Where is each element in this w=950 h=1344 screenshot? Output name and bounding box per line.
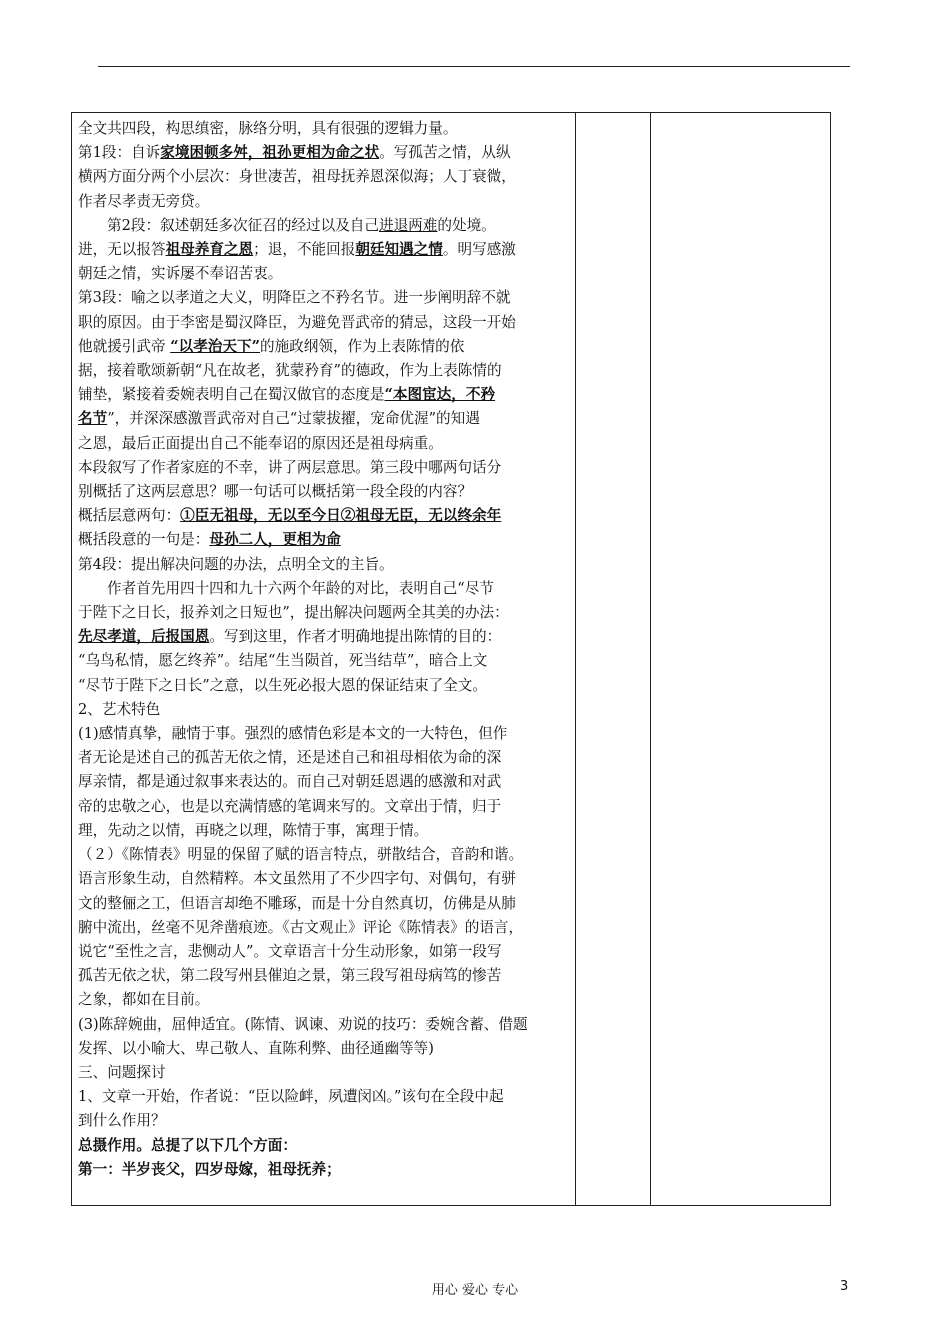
text-line: [78, 383, 568, 407]
text-line: [78, 262, 568, 286]
text-span: 孤苦无依之状，第二段写州县催迫之景，第三段写祖母病笃的惨苦: [78, 967, 502, 985]
text-line: [78, 867, 568, 891]
text-span: “乌鸟私情，愿乞终养”。结尾“生当陨首，死当结草”，暗合上文: [78, 652, 488, 670]
page-footer: 用心 爱心 专心: [431, 1283, 519, 1298]
text-span: 本段叙写了作者家庭的不幸，讲了两层意思。第三段中哪两句话分: [78, 458, 502, 476]
text-span: 者无论是述自己的孤苦无依之情，还是述自己和祖母相依为命的深: [78, 749, 502, 767]
text-span: 说它“至性之言，悲恻动人”。文章语言十分生动形象，如第一段写: [78, 942, 502, 960]
text-span: 第2段：叙述朝廷多次征召的经过以及自己: [107, 216, 379, 234]
page-number: 3: [840, 1279, 849, 1294]
text-line: [78, 1158, 568, 1182]
text-span: ；退，不能回报: [253, 241, 356, 259]
text-span: 全文共四段，构思缜密，脉络分明，具有很强的逻辑力量。: [78, 120, 458, 137]
text-span: 第4段：提出解决问题的办法，点明全文的主旨。: [78, 555, 394, 573]
text-span: 概括层意两句：: [78, 507, 181, 525]
text-line: [78, 1109, 568, 1133]
text-line: [78, 1061, 568, 1085]
text-span: 概括段意的一句是：: [78, 531, 210, 549]
text-span: 第1段：自诉: [78, 144, 161, 162]
text-line: [78, 311, 568, 335]
emphasis-span: “本图宦达，不矜: [384, 386, 496, 404]
emphasis-span: 第一：半岁丧父，四岁母嫁，祖母抚养；: [78, 1160, 341, 1178]
text-line: [78, 988, 568, 1012]
text-line: [78, 335, 568, 359]
text-line: [78, 916, 568, 940]
text-line: [78, 480, 568, 504]
text-span: 厚亲情，都是通过叙事来表达的。而自己对朝廷恩遇的感激和对武: [78, 773, 502, 791]
text-span: 的施政纲领，作为上表陈情的依: [259, 337, 465, 355]
text-line: [78, 674, 568, 698]
text-line: [78, 722, 568, 746]
text-line: [78, 795, 568, 819]
text-line: [78, 601, 568, 625]
text-span: ”，并深深感激晋武帝对自己“过蒙拔擢，宠命优渥”的知遇: [107, 410, 480, 428]
text-line: [78, 940, 568, 964]
text-span: 的处境。: [437, 216, 496, 234]
text-line: [78, 117, 568, 141]
text-line: [78, 214, 568, 238]
text-line: [78, 819, 568, 843]
text-line: [78, 746, 568, 770]
text-span: 文的整俪之工，但语言却绝不雕琢，而是十分自然真切，仿佛是从肺: [78, 894, 516, 912]
emphasis-span: 先尽孝道，后报国恩: [78, 628, 210, 646]
text-span: 1、文章一开始，作者说：“臣以险衅，夙遭闵凶。”该句在全段中起: [78, 1088, 504, 1106]
emphasis-span: 名节: [78, 410, 108, 428]
text-span: 腑中流出，丝毫不见斧凿痕迹。《古文观止》评论《陈情表》的语言，: [78, 918, 524, 936]
text-span: 据，接着歌颂新朝“凡在故老，犹蒙矜育”的德政，作为上表陈情的: [78, 362, 502, 380]
text-line: [78, 456, 568, 480]
text-line: [78, 892, 568, 916]
text-span: 别概括了这两层意思？哪一句话可以概括第一段全段的内容？: [78, 483, 473, 501]
text-line: [78, 1013, 568, 1037]
emphasis-span: 进退两难: [378, 216, 438, 234]
text-span: 朝廷之情，实诉屡不奉诏苦衷。: [78, 265, 283, 283]
text-line: [78, 698, 568, 722]
column-divider-1: [575, 113, 576, 1205]
text-line: [78, 1037, 568, 1061]
text-line: [78, 238, 568, 262]
text-line: [78, 407, 568, 431]
emphasis-span: 家境困顿多舛，祖孙更相为命之状: [160, 144, 380, 162]
text-line: [78, 625, 568, 649]
text-line: [78, 577, 568, 601]
text-span: 之恩，最后正面提出自己不能奉诏的原因还是祖母病重。: [78, 434, 443, 452]
text-line: [78, 190, 568, 214]
emphasis-span: 总摄作用。总提了以下几个方面：: [78, 1136, 297, 1154]
text-span: (1)感情真挚，融情于事。强烈的感情色彩是本文的一大特色，但作: [78, 725, 508, 743]
text-line: [78, 165, 568, 189]
text-span: 到什么作用？: [78, 1112, 166, 1130]
text-span: 职的原因。由于李密是蜀汉降臣，为避免晋武帝的猜忌，这段一开始: [78, 313, 516, 331]
text-span: 铺垫，紧接着委婉表明自己在蜀汉做官的态度是: [78, 386, 385, 404]
text-span: 第3段：喻之以孝道之大义，明降臣之不矜名节。进一步阐明辞不就: [78, 289, 511, 307]
text-line: [78, 649, 568, 673]
text-line: [78, 553, 568, 577]
text-span: 三、问题探讨: [78, 1063, 166, 1081]
text-span: 。明写感激: [442, 241, 516, 259]
text-span: (3)陈辞婉曲，屈伸适宜。(陈情、讽谏、劝说的技巧：委婉含蓄、借题: [78, 1015, 528, 1033]
emphasis-span: 朝廷知遇之情: [355, 241, 443, 259]
main-text-column: [78, 117, 568, 1182]
text-line: [78, 528, 568, 552]
text-span: 。写孤苦之情，从纵: [379, 144, 511, 162]
text-line: [78, 286, 568, 310]
text-span: 进，无以报答: [78, 241, 166, 259]
emphasis-span: 祖母养育之恩: [165, 241, 254, 259]
header-rule: [98, 66, 850, 67]
text-line: [78, 843, 568, 867]
text-span: 发挥、以小喻大、卑己敬人、直陈利弊、曲径通幽等等): [78, 1039, 434, 1057]
text-line: [78, 964, 568, 988]
text-span: 于陛下之日长，报养刘之日短也”，提出解决问题两全其美的办法：: [78, 604, 509, 622]
text-line: [78, 1134, 568, 1158]
text-span: 横两方面分两个小层次：身世凄苦，祖母抚养恩深似海；人丁衰微，: [78, 168, 516, 186]
text-span: 2、艺术特色: [78, 700, 161, 718]
text-line: [78, 770, 568, 794]
text-span: 他就援引武帝: [78, 337, 171, 355]
text-line: [78, 359, 568, 383]
text-line: [78, 504, 568, 528]
text-span: 作者尽孝责无旁贷。: [78, 192, 210, 210]
text-line: [78, 141, 568, 165]
text-span: 。写到这里，作者才明确地提出陈情的目的：: [209, 628, 502, 646]
content-table: [71, 112, 831, 1206]
text-span: 作者首先用四十四和九十六两个年龄的对比，表明自己“尽节: [107, 579, 494, 597]
emphasis-span: ①臣无祖母，无以至今日②祖母无臣，无以终余年: [180, 507, 502, 525]
text-span: “尽节于陛下之日长”之意，以生死必报大恩的保证结束了全文。: [78, 676, 487, 694]
text-span: 语言形象生动，自然精粹。本文虽然用了不少四字句、对偶句，有骈: [78, 870, 516, 888]
text-span: （２）《陈情表》明显的保留了赋的语言特点，骈散结合，音韵和谐。: [78, 846, 524, 864]
text-line: [78, 432, 568, 456]
text-span: 帝的忠敬之心，也是以充满情感的笔调来写的。文章出于情，归于: [78, 797, 502, 815]
column-divider-2: [650, 113, 651, 1205]
text-span: 之象，都如在目前。: [78, 991, 210, 1009]
emphasis-span: “以孝治天下”: [170, 337, 260, 355]
text-span: 理，先动之以情，再晓之以理，陈情于事，寓理于情。: [78, 821, 429, 839]
emphasis-span: 母孙二人，更相为命: [209, 531, 341, 549]
text-line: [78, 1085, 568, 1109]
